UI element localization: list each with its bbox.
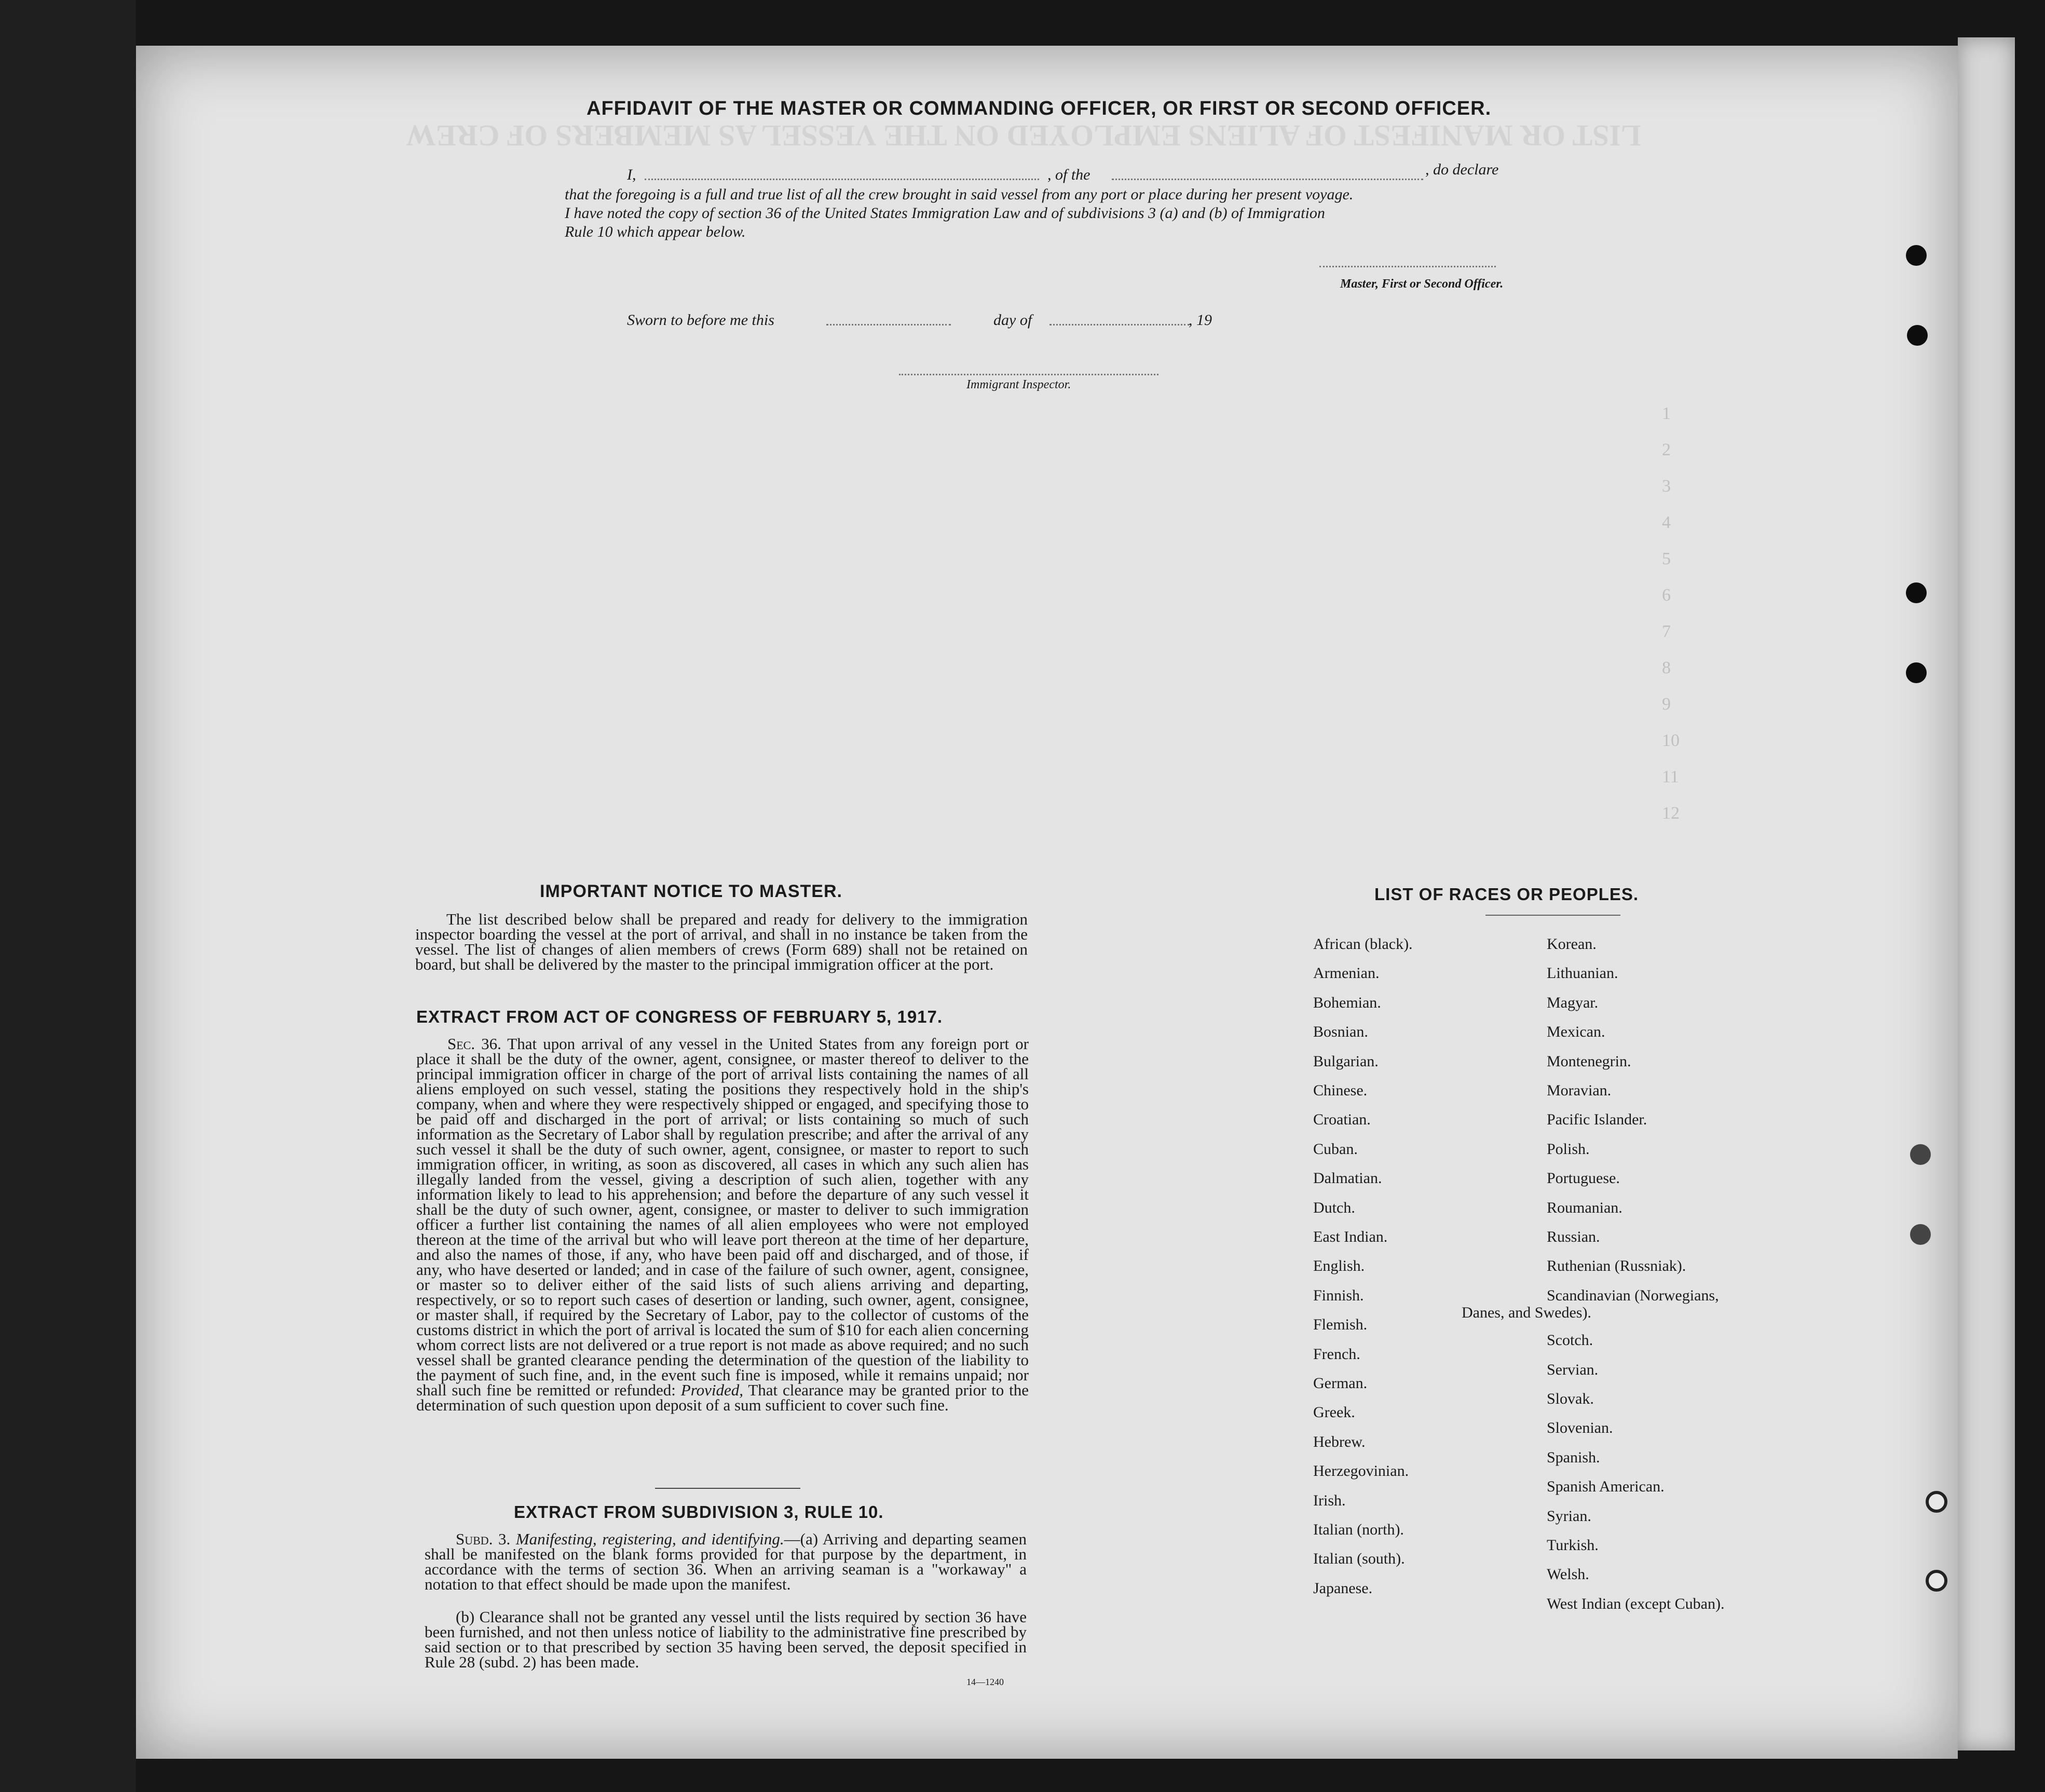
race-item: Russian. xyxy=(1547,1228,1600,1245)
day-of-label: day of xyxy=(993,311,1032,329)
race-item: Korean. xyxy=(1547,935,1597,953)
race-item: African (black). xyxy=(1313,935,1413,953)
manifest-reverse-page: LIST OR MANIFEST OF ALIENS EMPLOYED ON THE VESSEL AS MEMBERS OF CREW 1 2 3 4 5 6 7 8 9 10 11 12 AFFIDAVIT OF THE MASTER OR COMMANDING OFFICER, OR FIRST OR SECOND OFFICER. I, , of the , do declare that the foregoing is a full and true list of all the crew brought in said vessel from any port or place during her present voyage. I have noted the copy of section 36 of the United States Immigration Law and of subdivisions 3 (a) and (b) of Immigration Rule 10 which appear below. Master, First or Second Officer. Sworn to before me this day of , 19 Immigrant Inspector. IMPORTANT NOTICE TO MASTER. The list described below shall be prepared and ready for delivery to the immigration inspector boarding the vessel at the port of arrival, and shall in no instance be taken from the vessel. The list of changes of alien members of crews (Form 689) shall not be retained on board, but shall be delivered by the master to the principal immigration officer at the port. EXTRACT FROM ACT OF CONGRESS OF FEBRUARY 5, 1917. Sec. 36. That upon arrival of any vessel in the United States from any foreign port or place it shall be the duty of the owner, agent, consignee, or master thereof to deliver to the principal immigration officer in charge of the port of arrival lists containing the names of all aliens employed on such vessel, stating the positions they respectively hold in the ship's company, when and where they were respectively shipped or engaged, and specifying those to be paid off and discharged in the port of arrival; or lists containing so much of such information as the Secretary of Labor shall by regulation prescribe; and after the arrival of any such vessel it shall be the duty of such owner, agent, consignee, or master to report to such immigration officer, in writing, as soon as discovered, all cases in which any such alien has illegally landed from the vessel, giving a description of such alien, together with any information likely to lead to his apprehension; and before the departure of any such vessel it shall be the duty of such owner, agent, consignee, or master to deliver to such immigration officer a further list containing the names of all alien employees who were not employed thereon at the time of the arrival but who will leave port thereon at the time of her departure, and also the names of those, if any, who have been paid off and discharged, and of those, if any, who have deserted or landed; and in case of the failure of such owner, agent, consignee, or master so to deliver either of the said lists of such aliens arriving and departing, respectively, or so to report such cases of desertion or landing, such owner, agent, consignee, or master shall, if required by the Secretary of Labor, pay to the collector of customs of the customs district in which the port of arrival is located the sum of $10 for each alien concerning whom correct lists are not delivered or a true report is not made as above required; and no such vessel shall be granted clearance pending the determination of the question of the liability to the payment of such fine, and, in the event such fine is imposed, while it remains unpaid; nor shall such fine be remitted or refunded: Provided, That clearance may be granted prior to the determination of such question upon deposit of a sum sufficient to cover such fine. EXTRACT FROM SUBDIVISION 3, RULE 10. Subd. 3. Manifesting, registering, and identifying.—(a) Arriving and departing seamen shall be manifested on the blank forms provided for that purpose by the department, in accordance with the terms of section 36. When an arriving seaman is a "workaway" a notation to that effect should be made upon the manifest. (b) Clearance shall not be granted any vessel until the lists required by section 36 have been furnished, and not then unless notice of liability to the administrative fine prescribed by said section or to that prescribed by section 35 having been served, the deposit specified in Rule 28 (subd. 2) has been made. 14—1240 LIST OF RACES OR PEOPLES. African (black). Armenian. Bohemian. Bosnian. Bulgarian. Chinese. Croatian. Cuban. Dalmatian. Dutch. East Indian. English. Finnish. Flemish. French. German. Greek. Hebrew. Herzegovinian. Irish. Italian (north). Italian (south). Japanese. Korean. Lithuanian. Magyar. Mexican. Montenegrin. Moravian. Pacific Islander. Polish. Portuguese. Roumanian. Russian. Ruthenian (Russniak). Scandinavian (Norwegians, Scotch. Servian. Slovak. Slovenian. Spanish. Spanish American. Syrian. Turkish. Welsh. West Indian (except Cuban). Danes, and Swedes). xyxy=(136,46,1958,1759)
rule-subd-heading: Manifesting, registering, and identifying. xyxy=(515,1530,784,1548)
race-item: Bulgarian. xyxy=(1313,1052,1379,1070)
race-item: Pacific Islander. xyxy=(1547,1111,1647,1129)
race-item: Herzegovinian. xyxy=(1313,1462,1409,1480)
affidavit-line-4: Rule 10 which appear below. xyxy=(565,223,746,240)
sworn-label: Sworn to before me this xyxy=(627,311,774,329)
master-name-line xyxy=(645,179,1039,180)
master-signature-label: Master, First or Second Officer. xyxy=(1340,277,1504,291)
race-item: Spanish. xyxy=(1547,1448,1600,1466)
race-item: Polish. xyxy=(1547,1140,1590,1158)
punch-hole-ring xyxy=(1926,1570,1947,1592)
form-number: 14—1240 xyxy=(966,1677,1004,1687)
race-item: Syrian. xyxy=(1547,1507,1591,1525)
rule-title: EXTRACT FROM SUBDIVISION 3, RULE 10. xyxy=(514,1502,884,1522)
notice-body: The list described below shall be prepared and ready for delivery to the immigration inspector boarding the vessel at the port of arrival, and shall in no instance be taken from the vessel. The list of changes of alien members of crews (Form 689) shall not be retained on board, but shall be delivered by the master to the principal immigration officer at the port. xyxy=(415,910,1028,973)
race-item: Flemish. xyxy=(1313,1316,1368,1334)
races-title: LIST OF RACES OR PEOPLES. xyxy=(1374,885,1639,904)
race-item: Italian (north). xyxy=(1313,1521,1404,1538)
race-item: Mexican. xyxy=(1547,1023,1605,1041)
bleed-through-header: LIST OR MANIFEST OF ALIENS EMPLOYED ON THE VESSEL AS MEMBERS OF CREW xyxy=(406,119,1641,153)
punch-hole-ring xyxy=(1926,1491,1947,1513)
race-item: Ruthenian (Russniak). xyxy=(1547,1257,1686,1275)
inspector-signature-line xyxy=(899,374,1158,375)
race-item: Roumanian. xyxy=(1547,1199,1623,1216)
rule-body-a xyxy=(425,1531,1027,1592)
affidavit-of-the-label: , of the xyxy=(1047,166,1090,183)
race-item: Japanese. xyxy=(1313,1579,1373,1597)
race-item: Spanish American. xyxy=(1547,1478,1665,1496)
race-item: Italian (south). xyxy=(1313,1550,1405,1568)
act-section-label: Sec. 36. xyxy=(447,1035,501,1053)
race-item: West Indian (except Cuban). xyxy=(1547,1595,1725,1612)
race-item: Bohemian. xyxy=(1313,994,1381,1011)
punch-hole xyxy=(1910,1224,1931,1245)
race-item: Bosnian. xyxy=(1313,1023,1368,1041)
punch-hole xyxy=(1906,245,1927,266)
affidavit-title: AFFIDAVIT OF THE MASTER OR COMMANDING OFFICER, OR FIRST OR SECOND OFFICER. xyxy=(587,98,1492,119)
year-label: , 19 xyxy=(1189,311,1212,329)
race-item: Slovenian. xyxy=(1547,1419,1613,1437)
race-item: Lithuanian. xyxy=(1547,965,1618,982)
sworn-day-line xyxy=(826,324,951,325)
race-item: Finnish. xyxy=(1313,1286,1364,1304)
act-provided: Provided, xyxy=(680,1381,744,1399)
punch-hole xyxy=(1906,582,1927,603)
race-item: Scotch. xyxy=(1547,1332,1593,1349)
rule-body-b: (b) Clearance shall not be granted any vessel until the lists required by section 36 have been furnished, and not then unless notice of liability to the administrative fine prescribed by said section or to that prescribed by section 35 having been served, the deposit specified in Rule 28 (subd. 2) has been made. xyxy=(425,1608,1027,1671)
race-item: Portuguese. xyxy=(1547,1170,1620,1187)
page-edge-strip xyxy=(1958,37,2015,1750)
punch-hole xyxy=(1907,325,1928,346)
master-signature-line xyxy=(1319,266,1496,267)
race-item: Magyar. xyxy=(1547,994,1599,1011)
race-item: Armenian. xyxy=(1313,965,1380,982)
inspector-label: Immigrant Inspector. xyxy=(966,378,1071,391)
sworn-month-line xyxy=(1049,324,1190,325)
race-item: East Indian. xyxy=(1313,1228,1388,1245)
race-item: Cuban. xyxy=(1313,1140,1358,1158)
races-title-rule xyxy=(1485,915,1620,916)
affidavit-do-declare: , do declare xyxy=(1425,161,1499,178)
race-item: German. xyxy=(1313,1375,1368,1392)
punch-hole xyxy=(1910,1144,1931,1165)
race-item: Welsh. xyxy=(1547,1566,1589,1583)
affidavit-line-2: that the foregoing is a full and true list of all the crew brought in said vessel from any port or place during her present voyage. xyxy=(565,186,1354,203)
race-scandinavian-cont: Danes, and Swedes). xyxy=(1462,1304,1591,1321)
act-body-text: That upon arrival of any vessel in the United States from any foreign port or place it shall be the duty of the owner, agent, consignee, or master thereof to deliver to the principal immigration officer in charge of the port of arrival lists containing the names of all aliens employed on such vessel, stating the positions they respectively hold in the ship's company, when and where they were respectively shipped or engaged, and specifying those to be paid off and discharged in the port of arrival; or lists containing so much of such information as the Secretary of Labor shall by regulation prescribe; and after the arrival of any such vessel it shall be the duty of such owner, agent, consignee, or master to report to such immigration officer, in writing, as soon as discovered, all cases in which any such alien has illegally landed from the vessel, giving a description of such alien, together with any information likely to lead to his apprehension; and before the departure of any such vessel it shall be the duty of such owner, agent, consignee, or master to deliver to such immigration officer a further list containing the names of all alien employees who were not employed thereon at the time of the arrival but who will leave port thereon at the time of her departure, and also the names of those, if any, who have been paid off and discharged, and of those, if any, who have deserted or landed; and in case of the failure of such owner, agent, consignee, or master so to deliver either of the said lists of such aliens arriving and departing, respectively, or so to report such cases of desertion or landing, such owner, agent, consignee, or master shall, if required by the Secretary of Labor, pay to the collector of customs of the customs district in which the port of arrival is located the sum of $10 for each alien concerning whom correct lists are not delivered or a true report is not made as above required; and no such vessel shall be granted clearance pending the determination of the question of the liability to the payment of such fine, and, in the event such fine is imposed, while it remains unpaid; nor shall such fine be remitted or refunded: xyxy=(416,1035,1029,1399)
vessel-name-line xyxy=(1112,179,1423,180)
race-item: Dutch. xyxy=(1313,1199,1355,1216)
affidavit-i-label: I, xyxy=(627,166,636,183)
race-item: Servian. xyxy=(1547,1361,1599,1378)
race-item: Greek. xyxy=(1313,1404,1355,1421)
notice-title: IMPORTANT NOTICE TO MASTER. xyxy=(540,881,842,901)
act-body-end: That clearance may be granted prior to the determination of such question upon deposit of a sum sufficient to cover such fine. xyxy=(416,1381,1029,1414)
race-item: Hebrew. xyxy=(1313,1433,1366,1450)
race-item: Dalmatian. xyxy=(1313,1170,1382,1187)
adjacent-page-edge xyxy=(0,0,136,1792)
race-item: Slovak. xyxy=(1547,1390,1594,1407)
section-divider xyxy=(655,1488,800,1489)
race-item: Scandinavian (Norwegians, xyxy=(1547,1286,1719,1304)
race-item: Montenegrin. xyxy=(1547,1052,1631,1070)
race-item: Turkish. xyxy=(1547,1537,1599,1554)
rule-a-text: —(a) Arriving and departing seamen shall be manifested on the blank forms provided for that purpose by the department, in accordance with the terms of section 36. When an arriving seaman is a "workaway" a notation to that effect should be made upon the manifest. xyxy=(425,1530,1027,1593)
race-item: French. xyxy=(1313,1345,1360,1363)
race-item: Chinese. xyxy=(1313,1082,1368,1099)
affidavit-line-3: I have noted the copy of section 36 of the United States Immigration Law and of subdivisions 3 (a) and (b) of Immigration xyxy=(565,205,1325,222)
act-title: EXTRACT FROM ACT OF CONGRESS OF FEBRUARY 5, 1917. xyxy=(416,1007,943,1026)
rule-subd-label: Subd. 3. xyxy=(456,1530,511,1548)
race-item: Moravian. xyxy=(1547,1082,1612,1099)
punch-hole xyxy=(1906,662,1927,683)
race-item: English. xyxy=(1313,1257,1365,1275)
race-item: Irish. xyxy=(1313,1491,1346,1509)
act-body xyxy=(416,1036,1029,1413)
race-item: Croatian. xyxy=(1313,1111,1371,1129)
